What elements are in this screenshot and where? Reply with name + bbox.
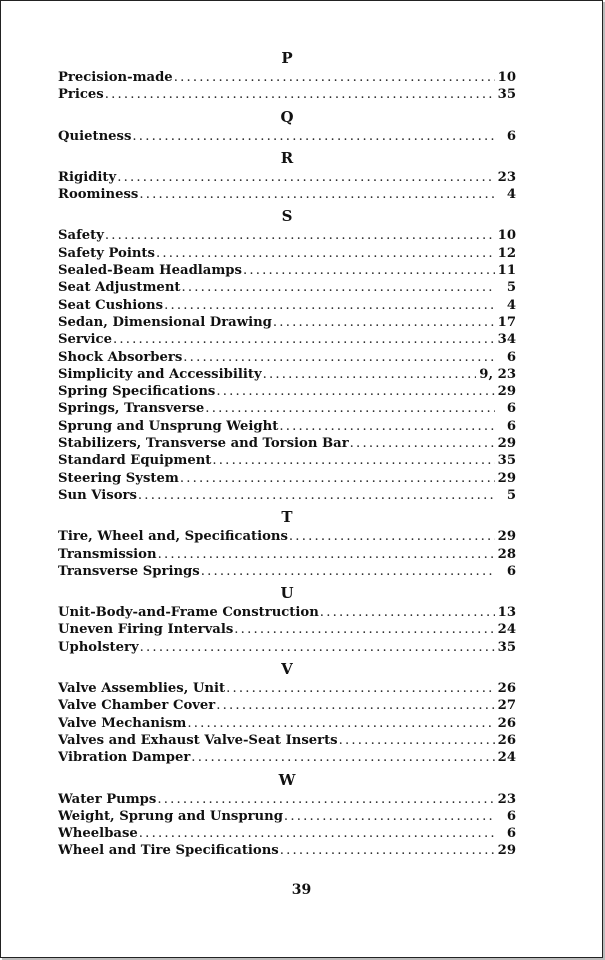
section-letter-p: P	[281, 49, 293, 67]
index-page-ref: 11	[497, 263, 516, 279]
index-list	[58, 45, 516, 860]
index-term: Roominess	[58, 187, 139, 203]
dot-leader	[320, 604, 495, 621]
index-term: Steering System	[58, 470, 179, 486]
index-page-ref: 10	[497, 228, 516, 244]
dot-leader	[117, 169, 494, 186]
index-term: Upholstery	[58, 639, 139, 655]
index-entry	[58, 227, 516, 244]
section-letter-u: U	[280, 584, 294, 603]
index-page-ref: 23	[497, 791, 516, 807]
dot-leader	[180, 470, 495, 487]
index-page-ref: 5	[506, 280, 516, 296]
dot-leader	[205, 400, 495, 417]
index-page-ref: 17	[497, 314, 516, 330]
index-term: Safety Points	[58, 245, 155, 261]
index-page-ref: 6	[506, 826, 516, 842]
index-page-ref: 4	[506, 187, 516, 203]
dot-leader	[350, 435, 495, 452]
index-page-ref: 6	[506, 401, 516, 417]
index-entry	[58, 697, 516, 714]
dot-leader	[164, 297, 495, 314]
index-entry	[58, 418, 516, 435]
index-entry	[58, 383, 516, 400]
index-entry	[58, 639, 516, 656]
index-term: Spring Specifications	[58, 384, 216, 400]
dot-leader	[263, 366, 477, 383]
index-page-ref: 24	[497, 750, 516, 766]
index-term: Wheelbase	[58, 826, 138, 842]
index-entry	[58, 169, 516, 186]
index-term: Prices	[58, 87, 104, 103]
dot-leader	[191, 749, 494, 766]
index-page-ref: 10	[497, 70, 516, 85]
dot-leader	[243, 262, 495, 279]
dot-leader	[284, 808, 495, 825]
section-letter-s: S	[281, 207, 293, 226]
index-entry	[58, 470, 516, 487]
index-term: Precision-made	[58, 70, 173, 85]
index-page-ref: 26	[497, 681, 516, 697]
dot-leader	[182, 279, 496, 296]
index-entry	[58, 331, 516, 348]
dot-leader	[187, 715, 494, 732]
index-entry	[58, 452, 516, 469]
index-term: Tire, Wheel and, Specifications	[58, 529, 288, 545]
index-term: Stabilizers, Transverse and Torsion Bar	[58, 436, 349, 452]
index-term: Valve Mechanism	[58, 715, 187, 731]
dot-leader	[289, 528, 495, 545]
index-entry	[58, 279, 516, 296]
index-term: Vibration Damper	[58, 750, 191, 766]
index-page-ref: 27	[497, 698, 516, 714]
dot-leader	[139, 186, 495, 203]
index-entry	[58, 749, 516, 766]
index-page-ref: 6	[506, 349, 516, 365]
page-number: 39	[291, 882, 312, 898]
index-page-ref: 26	[497, 732, 516, 748]
index-term: Valve Chamber Cover	[58, 698, 216, 714]
dot-leader	[279, 418, 495, 435]
index-page-ref: 6	[506, 563, 516, 579]
index-term: Standard Equipment	[58, 453, 212, 469]
index-term: Sedan, Dimensional Drawing	[58, 314, 272, 330]
index-page-ref: 23	[497, 169, 516, 185]
index-page-ref: 35	[497, 453, 516, 469]
dot-leader	[132, 128, 495, 145]
index-entry	[58, 245, 516, 262]
dot-leader	[280, 842, 495, 859]
index-term: Unit-Body-and-Frame Construction	[58, 605, 319, 621]
dot-leader	[158, 546, 495, 563]
index-entry	[58, 86, 516, 103]
index-page-ref: 29	[497, 436, 516, 452]
dot-leader	[183, 349, 495, 366]
index-term: Weight, Sprung and Unsprung	[58, 808, 283, 824]
section-letter-q: Q	[280, 107, 294, 126]
index-page-ref: 29	[497, 384, 516, 400]
dot-leader	[156, 245, 495, 262]
section-letter-r: R	[280, 148, 294, 167]
index-entry	[58, 842, 516, 859]
index-page-ref: 6	[506, 418, 516, 434]
index-term: Sealed-Beam Headlamps	[58, 263, 242, 279]
index-page-ref: 24	[497, 622, 516, 638]
index-entry	[58, 69, 516, 86]
index-entry	[58, 528, 516, 545]
index-entry	[58, 186, 516, 203]
dot-leader	[138, 487, 495, 504]
index-page-ref: 6	[506, 128, 516, 144]
dot-leader	[216, 383, 494, 400]
dot-leader	[212, 452, 494, 469]
index-term: Sprung and Unsprung Weight	[58, 418, 279, 434]
dot-leader	[201, 563, 495, 580]
index-page-ref: 29	[497, 470, 516, 486]
index-entry	[58, 366, 516, 383]
index-entry	[58, 732, 516, 749]
index-term: Shock Absorbers	[58, 349, 183, 365]
index-term: Wheel and Tire Specifications	[58, 843, 279, 859]
index-term: Seat Adjustment	[58, 280, 181, 296]
index-page-ref: 4	[506, 297, 516, 313]
index-entry	[58, 435, 516, 452]
index-entry	[58, 825, 516, 842]
dot-leader	[113, 331, 495, 348]
index-page-ref: 29	[497, 843, 516, 859]
index-entry	[58, 487, 516, 504]
index-page-ref: 26	[497, 715, 516, 731]
index-entry	[58, 546, 516, 563]
index-term: Quietness	[58, 128, 132, 144]
index-term: Service	[58, 332, 112, 348]
section-letter-w: W	[278, 770, 296, 789]
index-term: Uneven Firing Intervals	[58, 622, 234, 638]
dot-leader	[234, 621, 494, 638]
index-page-ref: 12	[497, 245, 516, 261]
dot-leader	[273, 314, 495, 331]
index-term: Safety	[58, 228, 104, 244]
index-entry	[58, 680, 516, 697]
index-term: Seat Cushions	[58, 297, 164, 313]
dot-leader	[226, 680, 495, 697]
dot-leader	[139, 825, 495, 842]
index-page-ref: 6	[506, 808, 516, 824]
index-page-ref: 35	[497, 87, 516, 103]
index-entry	[58, 314, 516, 331]
index-entry	[58, 621, 516, 638]
index-page-ref: 28	[497, 546, 516, 562]
index-page-ref: 34	[497, 332, 516, 348]
dot-leader	[105, 227, 495, 244]
dot-leader	[174, 69, 495, 86]
index-entry	[58, 262, 516, 279]
dot-leader	[157, 791, 494, 808]
index-term: Transmission	[58, 546, 157, 562]
index-term: Sun Visors	[58, 487, 137, 503]
index-term: Water Pumps	[58, 791, 157, 807]
index-page-ref: 13	[497, 605, 516, 621]
index-entry	[58, 791, 516, 808]
index-page-ref: 5	[506, 487, 516, 503]
dot-leader	[140, 639, 495, 656]
index-entry	[58, 297, 516, 314]
index-term: Simplicity and Accessibility	[58, 366, 262, 382]
index-term: Transverse Springs	[58, 563, 200, 579]
index-page-ref: 29	[497, 529, 516, 545]
index-term: Springs, Transverse	[58, 401, 205, 417]
index-entry	[58, 563, 516, 580]
dot-leader	[216, 697, 494, 714]
index-entry	[58, 604, 516, 621]
index-page-ref: 9, 23	[479, 366, 516, 382]
index-term: Rigidity	[58, 169, 117, 185]
index-term: Valve Assemblies, Unit	[58, 681, 226, 697]
dot-leader	[105, 86, 495, 103]
index-entry	[58, 715, 516, 732]
section-letter-v: V	[281, 660, 293, 679]
index-term: Valves and Exhaust Valve-Seat Inserts	[58, 732, 338, 748]
index-entry	[58, 349, 516, 366]
index-page-ref: 35	[497, 639, 516, 655]
section-letter-t: T	[281, 508, 293, 527]
index-entry	[58, 400, 516, 417]
index-entry	[58, 808, 516, 825]
index-entry	[58, 128, 516, 145]
dot-leader	[339, 732, 495, 749]
